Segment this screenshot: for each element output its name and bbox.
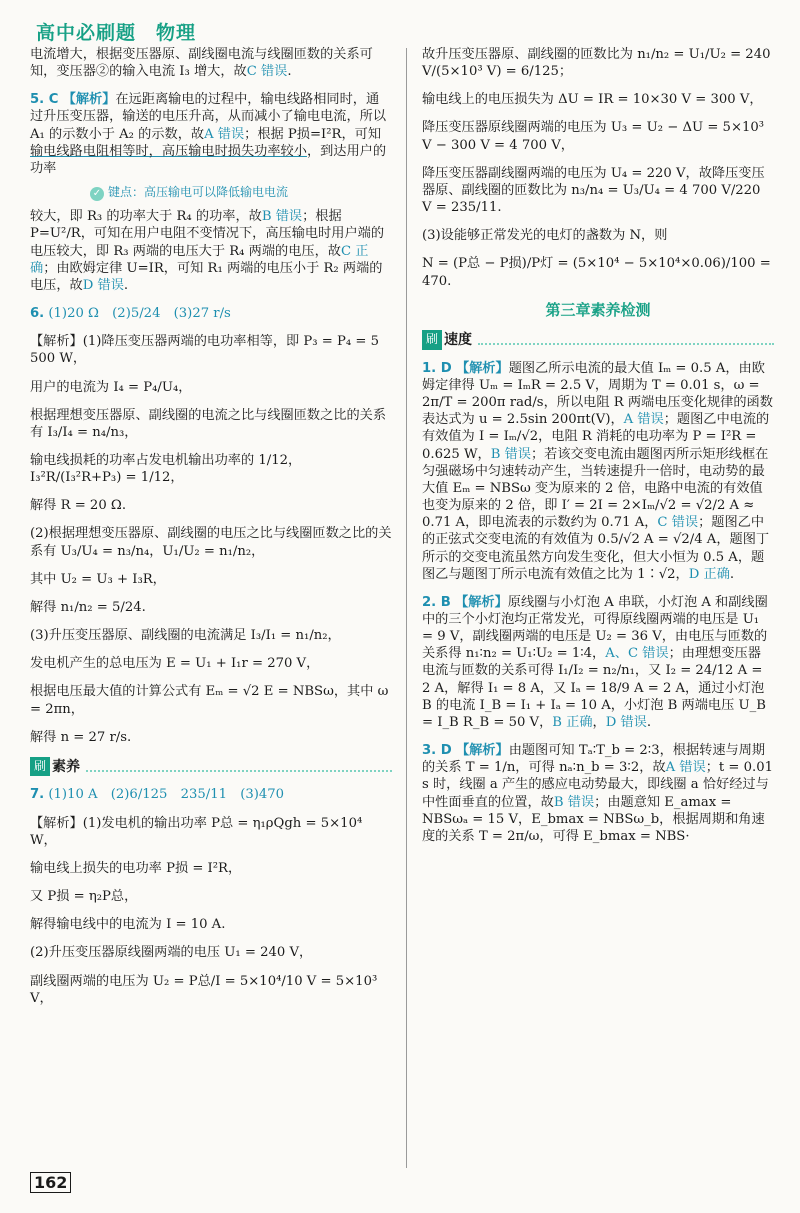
paragraph: 解得 n = 27 r/s. <box>30 729 132 745</box>
dotted-rule <box>478 335 774 345</box>
right-column <box>422 46 774 856</box>
question-number: 3. D <box>422 743 452 759</box>
key-note-text: 键点：高压输电可以降低输电电流 <box>108 185 289 200</box>
text: ；由题意知 E_amax = NBSωₐ = 15 V，E_bmax = NBSω_b，根据周期和角速度的关系 T = 2π/ω，可得 E_bmax = NBS· <box>422 794 765 844</box>
question-1: 1. D 【解析】题图乙所示电流的最大值 Iₘ = 0.5 A，由欧姆定律得 Uₘ = IₘR = 2.5 V，周期为 T = 0.01 s，ω = 2π/T = 200π rad/s，所以电阻 R 两端电压变化规律的函数表达式为 u = 2.5sin 200πt(V)，A 错误；题图乙中电流的有效值为 I = Iₘ/√2，电阻 R 消耗的电功率为 P = I²R = 0.625 W，B 错误；若该交变电流由题图丙所示矩形线框在匀强磁场中匀速转动产生，当转速提升一倍时，电动势的最大值 Eₘ = NBSω 变为原来的 2 倍，电路中电流的有效值也变为原来的 2 倍，即 I′ = 2I = 2×Iₘ/√2 = √2/2 A ≈ 0.71 A，即电流表的示数约为 0.71 A，C 错误；题图乙中的正弦式交变电流的有效值为 0.5/√2 A = √2/4 A，题图丁所示的交变电流虽然方向发生变化，但大小恒为 0.5 A，题图乙与题图丁所示电流有效值之比为 1∶√2，D 正确. <box>422 360 773 582</box>
answer-mark: B 错误 <box>490 446 531 462</box>
answer-mark: B 正确 <box>552 714 593 730</box>
text: ， <box>592 714 606 730</box>
paragraph: 解得 R = 20 Ω. <box>30 498 127 514</box>
left-column <box>30 46 392 1018</box>
paragraph: N = (P总 − P损)/P灯 = (5×10⁴ − 5×10⁴×0.06)/100 = 470. <box>422 256 771 289</box>
text: ；题图乙中电流的有效值为 I = Iₘ/√2，电阻 R 消耗的电功率为 P = I²R = 0.625 W， <box>422 412 770 462</box>
key-icon: ✓ <box>90 187 104 201</box>
text: 原线圈与小灯泡 A 串联，小灯泡 A 和副线圈中的三个小灯泡均正常发光，可得原线圈两端的电压是 U₁ = 9 V，副线圈两端的电压是 U₂ = 36 V，由电压与匝数的关系得 n₁∶n₂ = U₁∶U₂ = 1∶4， <box>422 594 768 662</box>
paragraph: 根据电压最大值的计算公式有 Eₘ = √2 E = NBSω，其中 ω = 2πn， <box>30 684 389 717</box>
section-header <box>422 330 774 350</box>
answer-mark: D 错误 <box>605 714 647 730</box>
paragraph: 副线圈两端的电压为 U₂ = P总/I = 5×10⁴/10 V = 5×10³ V， <box>30 973 378 1006</box>
analysis-tag: 【解析】 <box>455 360 509 376</box>
section-badge: 刷 <box>422 330 442 350</box>
answer-mark: (1)20 Ω (2)5/24 (3)27 r/s <box>48 306 231 322</box>
text: ；若该交变电流由题图丙所示矩形线框在匀强磁场中匀速转动产生，当转速提升一倍时，电动势的最大值 Eₘ = NBSω 变为原来的 2 倍，电路中电流的有效值也变为原来的 2 倍，即 I′ = 2I = 2×Iₘ/√2 = √2/2 A ≈ 0.71 A，即电流表的示数约为 0.71 A， <box>422 446 769 531</box>
paragraph: 解得输电线中的电流为 I = 10 A. <box>30 917 226 933</box>
text: ；题图乙中的正弦式交变电流的有效值为 0.5/√2 A = √2/4 A，题图丁所示的交变电流虽然方向发生变化，但大小恒为 0.5 A，题图乙与题图丁所示电流有效值之比为 1∶√2， <box>422 515 770 582</box>
paragraph: 【解析】(1)发电机的输出功率 P总 = η₁ρQgh = 5×10⁴ W， <box>30 815 363 848</box>
paragraph: 故升压变压器原、副线圈的匝数比为 n₁/n₂ = U₁/U₂ = 240 V/(5×10³ V) = 6/125； <box>422 47 771 80</box>
paragraph: 降压变压器副线圈两端的电压为 U₄ = 220 V，故降压变压器原、副线圈的匝数比为 n₃/n₄ = U₃/U₄ = 4 700 V/220 V = 235/11. <box>422 165 765 216</box>
text: ；由理想变压器电流与匝数的关系可得 I₁/I₂ = n₂/n₁，又 I₂ = 24/12 A = 2 A，解得 I₁ = 8 A，又 Iₐ = 18/9 A = 2 A，通过小灯泡 B 的电流 I_B = I₁ + Iₐ = 10 A，小灯泡 B 两端电压 U_B = I_B R_B = 50 V， <box>422 646 766 730</box>
question-3 <box>422 742 774 845</box>
paragraph: 其中 U₂ = U₃ + I₃R， <box>30 571 166 587</box>
section-badge: 刷 <box>30 757 50 777</box>
column-divider <box>406 48 407 1168</box>
answer-mark: A、C 错误 <box>605 646 669 662</box>
text: 较大，即 R₃ 的功率大于 R₄ 的功率，故 <box>30 209 262 225</box>
question-number: 1. D <box>422 360 452 376</box>
answer-mark: C 错误 <box>657 515 699 531</box>
paragraph: 电流增大，根据变压器原、副线圈电流与线圈匝数的关系可知，变压器②的输入电流 I₃ 增大，故C 错误. <box>30 47 373 80</box>
chapter-title: 第三章素养检测 <box>545 300 651 319</box>
analysis-tag: 【解析】 <box>455 594 508 610</box>
dotted-rule <box>86 762 392 772</box>
paragraph: 输电线上的电压损失为 ΔU = IR = 10×30 V = 300 V， <box>422 92 763 108</box>
answer-mark: D 错误 <box>82 277 124 293</box>
text: ；根据 P=U²/R，可知在用户电阻不变情况下，高压输电时用户端的电压较大，即 R₃ 两端的电压大于 R₄ 两端的电压，故 <box>30 209 385 259</box>
question-number: 5. C <box>30 92 59 108</box>
paragraph: 用户的电流为 I₄ = P₄/U₄， <box>30 379 192 395</box>
answer-mark: C 错误 <box>246 64 288 80</box>
page-number: 162 <box>30 1172 71 1193</box>
paragraph: 解得 n₁/n₂ = 5/24. <box>30 599 146 615</box>
paragraph: (2)根据理想变压器原、副线圈的电压之比与线圈匝数之比的关系有 U₃/U₄ = n₃/n₄，U₁/U₂ = n₁/n₂， <box>30 526 392 559</box>
text: 题图乙所示电流的最大值 Iₘ = 0.5 A，由欧姆定律得 Uₘ = IₘR = 2.5 V，周期为 T = 0.01 s，ω = 2π/T = 200π rad/s，所以电阻 R 两端电压变化规律的函数表达式为 u = 2.5sin 200πt(V)， <box>422 360 773 428</box>
paragraph: (3)升压变压器原、副线圈的电流满足 I₃/I₁ = n₁/n₂， <box>30 628 341 644</box>
question-2: 2. B 【解析】原线圈与小灯泡 A 串联，小灯泡 A 和副线圈中的三个小灯泡均正常发光，可得原线圈两端的电压是 U₁ = 9 V，副线圈两端的电压是 U₂ = 36 V，由电压与匝数的关系得 n₁∶n₂ = U₁∶U₂ = 1∶4，A、C 错误；由理想变压器电流与匝数的关系可得 I₁/I₂ = n₂/n₁，又 I₂ = 24/12 A = 2 A，解得 I₁ = 8 A，又 Iₐ = 18/9 A = 2 A，通过小灯泡 B 的电流 I_B = I₁ + Iₐ = 10 A，小灯泡 B 两端电压 U_B = I_B R_B = 50 V，B 正确，D 错误. <box>422 594 768 730</box>
question-5 <box>30 91 392 177</box>
text: 在远距离输电的过程中，输电线路相同时，通过升压变压器，输送的电压升高，从而减小了输电电流，所以 A₁ 的示数小于 A₂ 的示数，故 <box>30 92 387 142</box>
answer-mark: A 错误 <box>623 412 664 428</box>
text: 电流增大，根据变压器原、副线圈电流与线圈匝数的关系可知，变压器②的输入电流 I₃ 增大，故 <box>30 47 373 80</box>
answer-mark: (1)10 A (2)6/125 235/11 (3)470 <box>48 787 285 803</box>
text: 由题图可知 Tₐ∶T_b = 2∶3，根据转速与周期的关系 T = 1/n，可得 nₐ∶n_b = 3∶2，故 <box>422 743 766 776</box>
answer-mark: B 错误 <box>261 209 303 225</box>
answer-mark: D 正确 <box>688 566 730 582</box>
question-number: 7. <box>30 787 45 803</box>
paragraph: 发电机产生的总电压为 E = U₁ + I₁r = 270 V， <box>30 656 320 672</box>
paragraph: 较大，即 R₃ 的功率大于 R₄ 的功率，故B 错误；根据 P=U²/R，可知在用户电阻不变情况下，高压输电时用户端的电压较大，即 R₃ 两端的电压大于 R₄ 两端的电压，故C 正确；由欧姆定律 U=IR，可知 R₁ 两端的电压小于 R₂ 两端的电压，故D 错误. <box>30 209 385 293</box>
paragraph: 【解析】(1)降压变压器两端的电功率相等，即 P₃ = P₄ = 5 500 W， <box>30 334 380 367</box>
analysis-tag: 【解析】 <box>62 92 116 108</box>
section-label: 素养 <box>52 758 81 775</box>
key-note <box>30 184 392 201</box>
paragraph: 输电线上损失的电功率 P损 = I²R， <box>30 860 242 876</box>
question-number: 6. <box>30 306 45 322</box>
answer-mark: A 错误 <box>665 760 706 776</box>
answer-mark: B 错误 <box>553 794 595 810</box>
answer-mark: C 正确 <box>30 243 369 276</box>
text: ；由欧姆定律 U=IR，可知 R₁ 两端的电压小于 R₂ 两端的电压，故 <box>30 260 383 293</box>
paragraph: 又 P损 = η₂P总， <box>30 889 138 905</box>
answer-mark: A 错误 <box>204 126 245 142</box>
question-7-answer <box>30 786 392 803</box>
question-6-answer <box>30 305 392 322</box>
key-underline: 输电线路电阻相等时，高压输电时损失功率较小 <box>30 143 307 159</box>
paragraph: (2)升压变压器原线圈两端的电压 U₁ = 240 V， <box>30 945 313 961</box>
question-number: 2. B <box>422 594 451 610</box>
header-title: 高中必刷题 物理 <box>36 22 197 44</box>
section-header <box>30 757 392 777</box>
paragraph: (3)设能够正常发光的电灯的盏数为 N，则 <box>422 228 668 244</box>
text: ，到达用户的功率 <box>30 143 387 176</box>
paragraph: 根据理想变压器原、副线圈的电流之比与线圈匝数之比的关系有 I₃/I₄ = n₄/n₃， <box>30 407 387 440</box>
analysis-tag: 【解析】 <box>455 743 509 759</box>
paragraph: 降压变压器原线圈两端的电压为 U₃ = U₂ − ΔU = 5×10³ V − 300 V = 4 700 V， <box>422 120 765 153</box>
text: ；根据 P损=I²R，可知 <box>244 126 382 142</box>
text: ；t = 0.01 s 时，线圈 a 产生的感应电动势最大，即线圈 a 恰好经过与中性面垂直的位置，故 <box>422 760 774 810</box>
paragraph: 输电线损耗的功率占发电机输出功率的 1/12，I₃²R/(I₃²R+P₃) = 1/12， <box>30 452 302 486</box>
section-label: 速度 <box>444 331 473 348</box>
